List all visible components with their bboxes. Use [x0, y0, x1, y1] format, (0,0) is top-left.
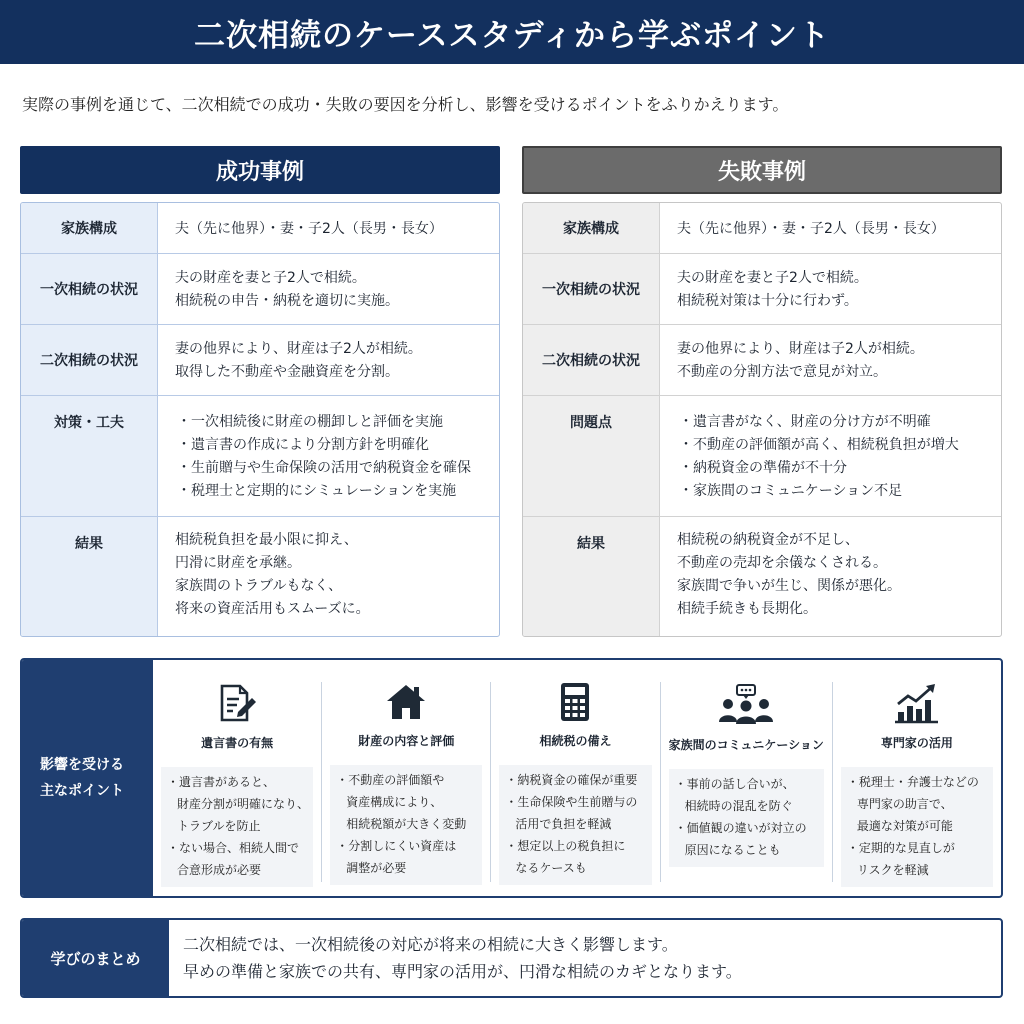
content-line: 相続税負担を最小限に抑え、 [175, 532, 358, 548]
impact-line: トラブルを防止 [177, 819, 261, 833]
impact-points-panel [20, 658, 1003, 898]
content-line: 円滑に財産を承継。 [175, 555, 301, 571]
row-label: 一次相続の状況 [523, 254, 660, 324]
content-line: ・納税資金の準備が不十分 [679, 460, 847, 476]
impact-item-title: 専門家の活用 [880, 736, 953, 750]
impact-heading [22, 660, 153, 896]
content-line: ・税理士と定期的にシミュレーションを実施 [177, 483, 457, 499]
impact-item-body [330, 765, 482, 885]
impact-line: 最適な対策が可能 [856, 819, 953, 833]
impact-item-body [161, 767, 313, 887]
content-line: ・遺言書の作成により分割方針を明確化 [177, 437, 429, 453]
row-label: 結果 [523, 517, 660, 636]
failure-case-column [522, 146, 1002, 637]
impact-line: ・税理士・弁護士などの [846, 775, 979, 789]
impact-heading-line: 主なポイント [40, 783, 124, 799]
impact-line: 財産分割が明確になり、 [177, 797, 310, 811]
row-label: 家族構成 [523, 203, 660, 253]
impact-item-experts [832, 682, 1001, 882]
content-line: ・一次相続後に財産の棚卸しと評価を実施 [177, 414, 443, 430]
impact-item-body [841, 767, 993, 887]
row-content [158, 203, 499, 253]
content-line: 家族間で争いが生じ、関係が悪化。 [677, 578, 901, 594]
content-line: 夫の財産を妻と子2人で相続。 [677, 270, 868, 286]
success-table [20, 202, 500, 637]
impact-line: ・定期的な見直しが [846, 841, 955, 855]
summary-body [169, 920, 1001, 996]
impact-line: ・事前の話し合いが、 [674, 777, 795, 791]
impact-item-body [499, 765, 651, 885]
failure-heading: 失敗事例 [522, 146, 1002, 194]
row-content [158, 517, 499, 636]
row-label: 対策・工夫 [21, 396, 158, 516]
row-label: 二次相続の状況 [21, 325, 158, 395]
growth-chart-icon [894, 682, 940, 724]
impact-item-title: 相続税の備え [539, 734, 612, 748]
row-label: 結果 [21, 517, 158, 636]
document-pen-icon [217, 682, 257, 724]
impact-line: 調整が必要 [346, 861, 407, 875]
row-label: 一次相続の状況 [21, 254, 158, 324]
title-bar [0, 0, 1024, 64]
content-line: 家族間のトラブルもなく、 [175, 578, 343, 594]
summary-heading: 学びのまとめ [22, 920, 169, 996]
row-content [158, 396, 499, 516]
content-line: 将来の資産活用もスムーズに。 [175, 601, 370, 617]
impact-item-title: 遺言書の有無 [201, 736, 274, 750]
table-row [523, 203, 1001, 253]
impact-heading-line: 影響を受ける [40, 757, 124, 773]
row-content [660, 325, 1001, 395]
row-label: 問題点 [523, 396, 660, 516]
impact-line: 相続税額が大きく変動 [346, 817, 467, 831]
row-content [660, 203, 1001, 253]
impact-line: ・ない場合、相続人間で [167, 841, 300, 855]
impact-line: 原因になることも [684, 843, 781, 857]
summary-line: 二次相続では、一次相続後の対応が将来の相続に大きく影響します。 [183, 935, 678, 954]
page-title: 二次相続のケーススタディから学ぶポイント [194, 17, 830, 54]
content-line: 不動産の売却を余儀なくされる。 [677, 555, 887, 571]
impact-line: リスクを軽減 [856, 863, 929, 877]
impact-line: なるケースも [515, 861, 587, 875]
content-line: 夫の財産を妻と子2人で相続。 [175, 270, 366, 286]
table-row [21, 516, 499, 636]
content-line: ・遺言書がなく、財産の分け方が不明確 [679, 414, 931, 430]
impact-line: ・不動産の評価額や [336, 773, 445, 787]
content-line: 相続税対策は十分に行わず。 [677, 293, 858, 309]
content-line: ・不動産の評価額が高く、相続税負担が増大 [679, 437, 959, 453]
table-row [523, 253, 1001, 324]
content-line: ・家族間のコミュニケーション不足 [679, 483, 903, 499]
row-content [158, 325, 499, 395]
impact-line: ・価値観の違いが対立の [674, 821, 807, 835]
table-row [21, 253, 499, 324]
content-line: 相続税の納税資金が不足し、 [677, 532, 859, 548]
table-row [21, 395, 499, 516]
impact-item-communication [660, 682, 832, 882]
content-line: 妻の他界により、財産は子2人が相続。 [677, 341, 924, 357]
content-line: 夫（先に他界）・妻・子2人（長男・長女） [677, 220, 945, 237]
success-heading: 成功事例 [20, 146, 500, 194]
content-line: 妻の他界により、財産は子2人が相続。 [175, 341, 422, 357]
impact-line: 専門家の助言で、 [856, 797, 953, 811]
row-content [660, 396, 1001, 516]
impact-line: 資産構成により、 [346, 795, 443, 809]
table-row [21, 324, 499, 395]
calculator-icon [559, 682, 591, 722]
success-case-column [20, 146, 500, 637]
family-chat-icon [717, 682, 775, 726]
impact-columns [153, 660, 1001, 896]
impact-item-will [153, 682, 321, 882]
row-content [660, 517, 1001, 636]
impact-line: 相続時の混乱を防ぐ [684, 799, 793, 813]
impact-item-tax [490, 682, 659, 882]
row-label: 二次相続の状況 [523, 325, 660, 395]
intro-text: 実際の事例を通じて、二次相続での成功・失敗の要因を分析し、影響を受けるポイントをふりかえります。 [22, 95, 789, 114]
impact-line: 活用で負担を軽減 [515, 817, 612, 831]
table-row [523, 516, 1001, 636]
summary-line: 早めの準備と家族での共有、専門家の活用が、円滑な相続のカギとなります。 [183, 962, 742, 981]
row-label: 家族構成 [21, 203, 158, 253]
impact-line: ・遺言書があると、 [167, 775, 276, 789]
failure-table [522, 202, 1002, 637]
row-content [660, 254, 1001, 324]
table-row [21, 203, 499, 253]
impact-item-title: 家族間のコミュニケーション [668, 738, 824, 752]
content-line: 相続税の申告・納税を適切に実施。 [175, 293, 399, 309]
impact-line: 合意形成が必要 [177, 863, 262, 877]
impact-line: ・分割しにくい資産は [336, 839, 457, 853]
table-row [523, 395, 1001, 516]
house-icon [385, 682, 427, 722]
content-line: 相続手続きも長期化。 [677, 601, 817, 617]
impact-line: ・納税資金の確保が重要 [505, 773, 638, 787]
summary-panel [20, 918, 1003, 998]
impact-item-title: 財産の内容と評価 [358, 734, 455, 748]
content-line: 不動産の分割方法で意見が対立。 [677, 364, 887, 380]
content-line: 取得した不動産や金融資産を分割。 [175, 364, 399, 380]
content-line: ・生前贈与や生命保険の活用で納税資金を確保 [177, 460, 471, 476]
impact-line: ・想定以上の税負担に [505, 839, 626, 853]
impact-item-body [669, 769, 824, 867]
content-line: 夫（先に他界）・妻・子2人（長男・長女） [175, 220, 443, 237]
impact-line: ・生命保険や生前贈与の [505, 795, 638, 809]
row-content [158, 254, 499, 324]
impact-item-assets [321, 682, 490, 882]
table-row [523, 324, 1001, 395]
